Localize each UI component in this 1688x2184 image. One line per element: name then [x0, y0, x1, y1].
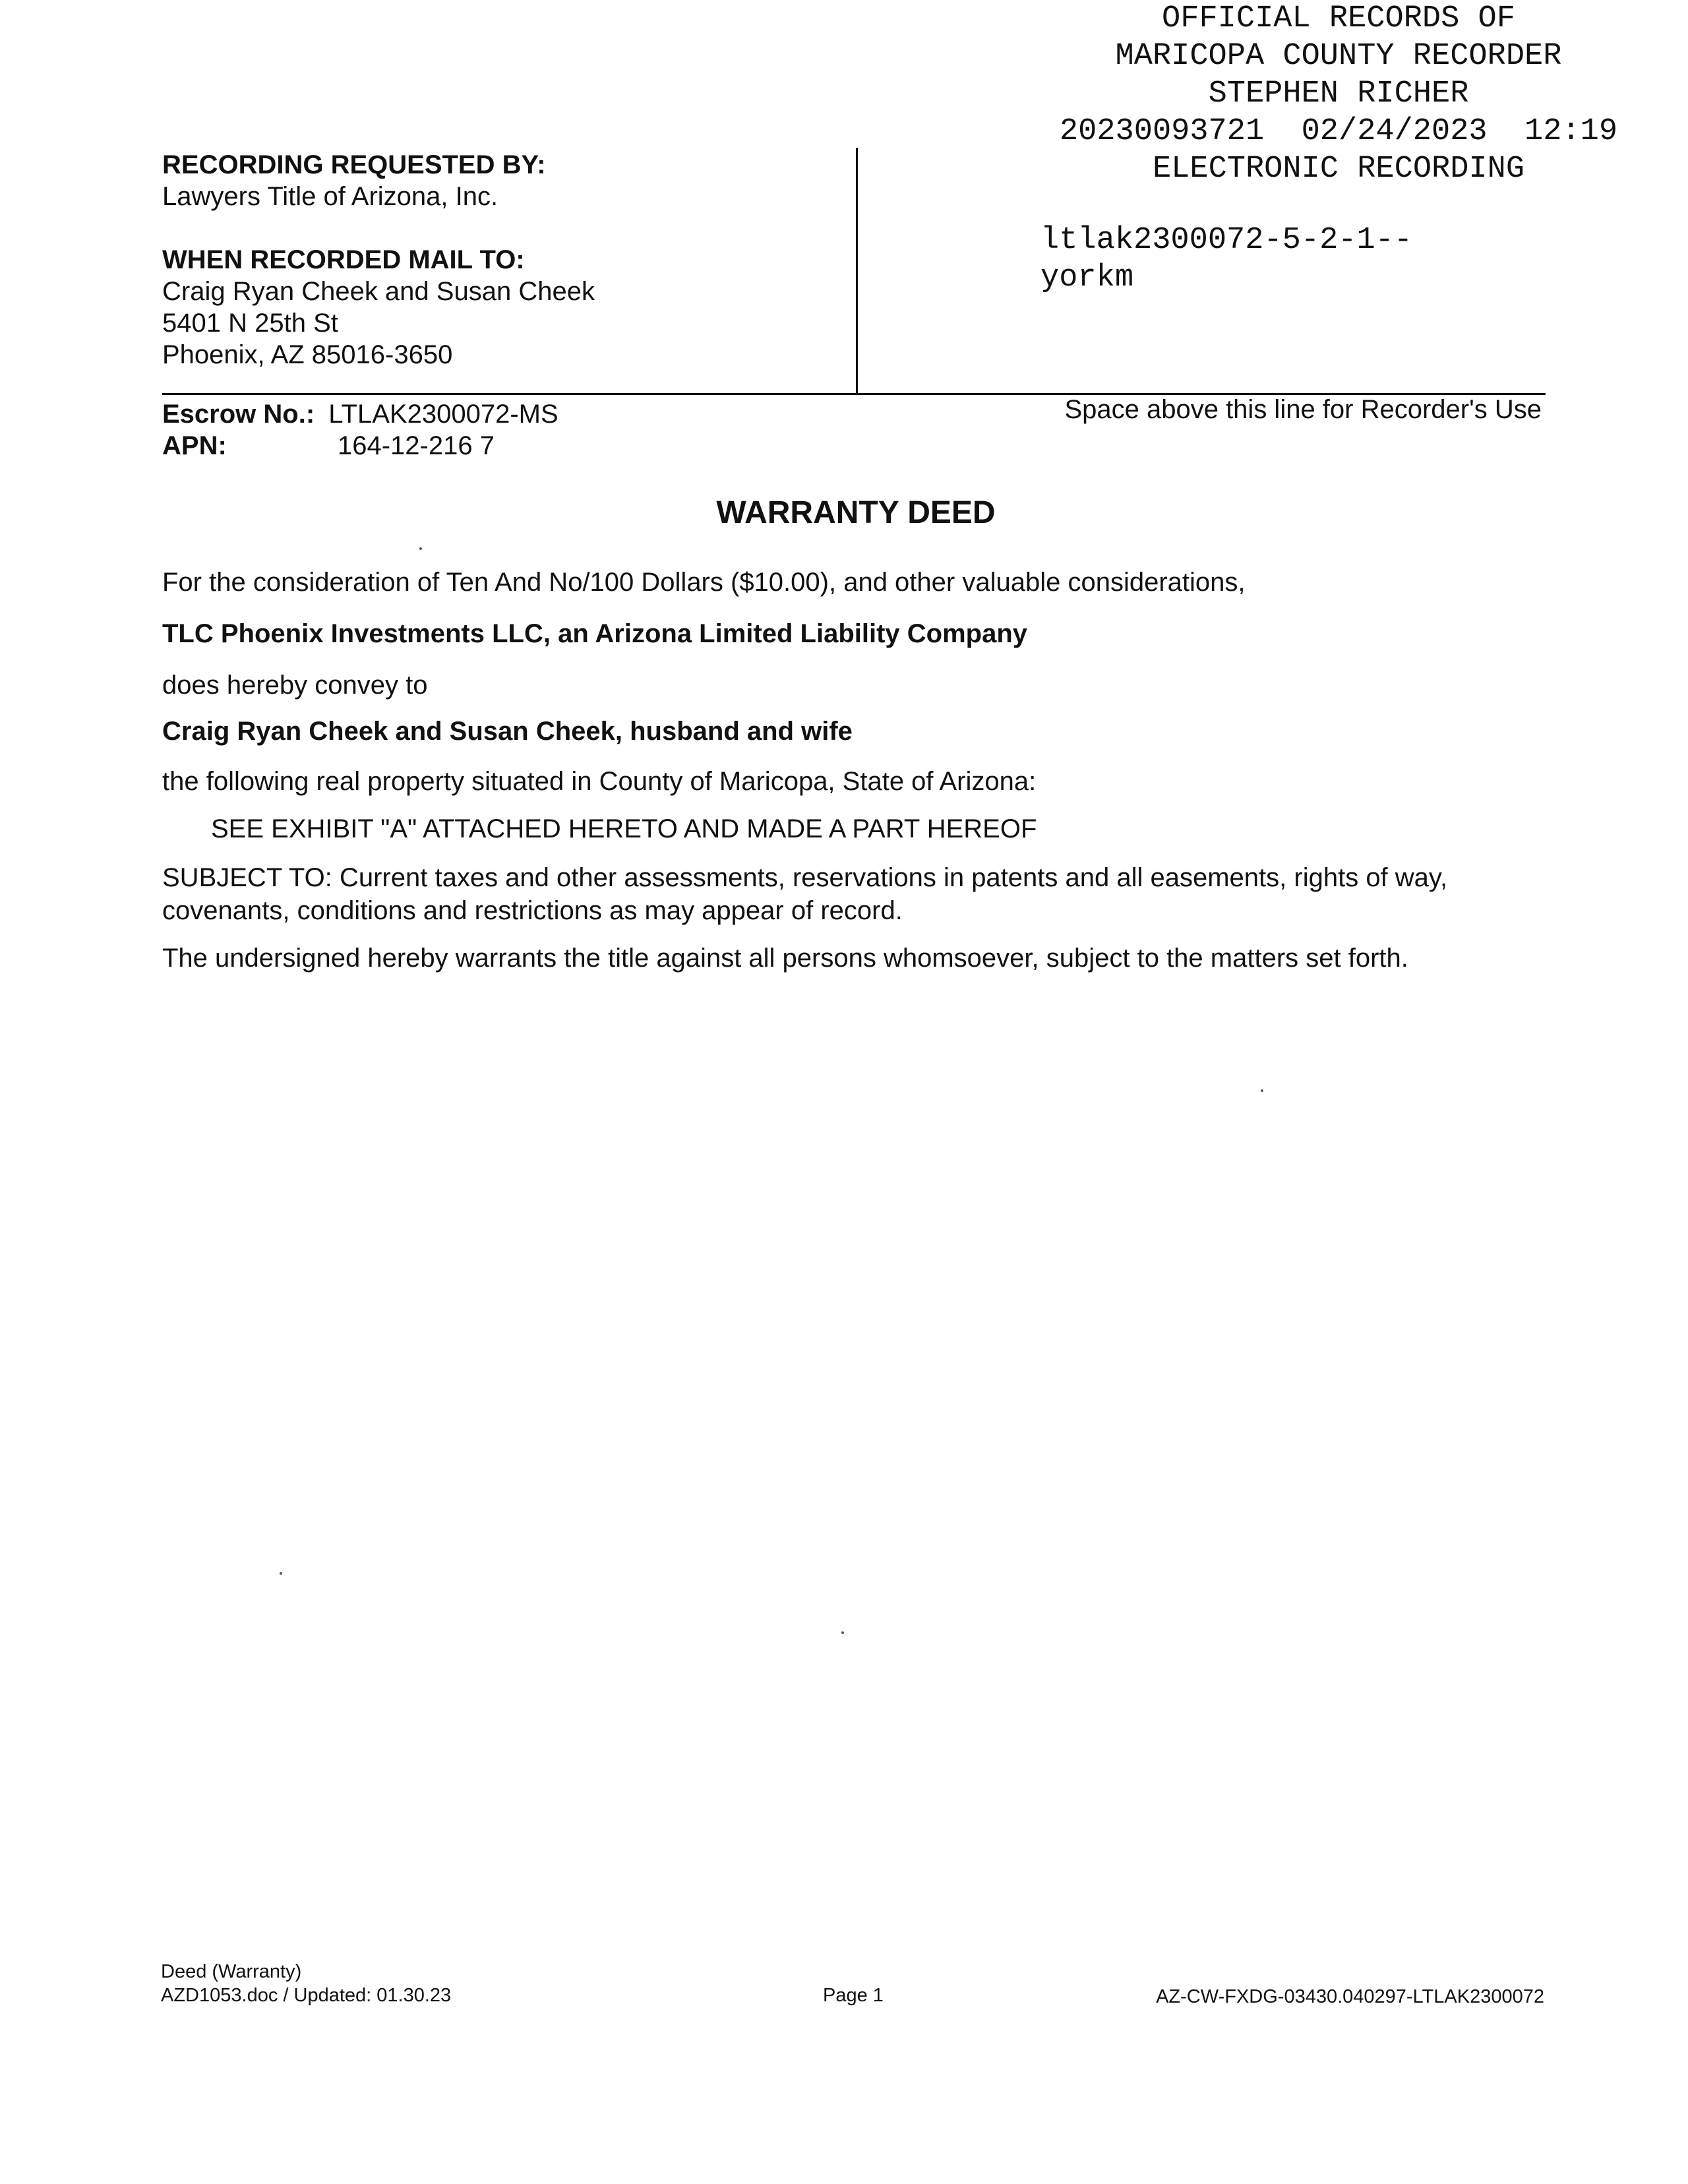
header-divider-vertical — [856, 148, 858, 393]
escrow-label: Escrow No.: — [162, 400, 315, 429]
apn-row — [162, 430, 495, 462]
recorder-reference — [1040, 222, 1412, 297]
stamp-line-2: MARICOPA COUNTY RECORDER — [1115, 39, 1562, 74]
apn-value: 164-12-216 7 — [338, 431, 495, 460]
scan-speck — [419, 547, 422, 550]
grantor-name: TLC Phoenix Investments LLC, an Arizona Limited Liability Company — [162, 619, 1028, 648]
stamp-recording-number: 20230093721 02/24/2023 12:19 — [1059, 114, 1618, 149]
scan-speck — [841, 1631, 844, 1634]
mail-to-block — [162, 244, 595, 371]
reference-line-2: yorkm — [1040, 260, 1134, 295]
footer-doc-type: Deed (Warranty) — [161, 1961, 302, 1982]
grantee-name: Craig Ryan Cheek and Susan Cheek, husband and wife — [162, 717, 853, 746]
scan-speck — [1261, 1089, 1263, 1092]
apn-label: APN: — [162, 431, 227, 460]
footer-doc-file: AZD1053.doc / Updated: 01.30.23 — [161, 1985, 452, 2006]
convey-text: does hereby convey to — [162, 671, 428, 700]
escrow-row — [162, 398, 558, 430]
warranty-text: The undersigned hereby warrants the title against all persons whomsoever, subject to the matters set forth. — [162, 944, 1408, 973]
recording-requested-by — [162, 149, 546, 212]
stamp-line-3: STEPHEN RICHER — [1208, 76, 1469, 111]
mail-to-street: 5401 N 25th St — [162, 309, 338, 338]
stamp-line-1: OFFICIAL RECORDS OF — [1162, 1, 1515, 36]
mail-to-city: Phoenix, AZ 85016-3650 — [162, 340, 453, 369]
mail-to-label: WHEN RECORDED MAIL TO: — [162, 245, 525, 274]
recording-requested-value: Lawyers Title of Arizona, Inc. — [162, 182, 498, 211]
mail-to-name: Craig Ryan Cheek and Susan Cheek — [162, 277, 595, 306]
stamp-line-5: ELECTRONIC RECORDING — [1152, 152, 1525, 187]
recorder-stamp — [1009, 0, 1668, 188]
footer-doc-info — [161, 1960, 451, 2007]
recording-requested-label: RECORDING REQUESTED BY: — [162, 150, 546, 179]
scan-speck — [280, 1572, 282, 1575]
subject-to-line-1: SUBJECT TO: Current taxes and other assessments, reservations in patents and all easements, rights of way, — [162, 863, 1448, 892]
footer-page-number: Page 1 — [823, 1985, 884, 2006]
reference-line-1: ltlak2300072-5-2-1-- — [1040, 223, 1413, 258]
exhibit-reference: SEE EXHIBIT "A" ATTACHED HERETO AND MADE A PART HEREOF — [211, 814, 1037, 843]
consideration-text: For the consideration of Ten And No/100 Dollars ($10.00), and other valuable considerations, — [162, 568, 1246, 597]
subject-to-clause — [162, 861, 1547, 927]
escrow-value: LTLAK2300072-MS — [328, 400, 558, 429]
subject-to-line-2: covenants, conditions and restrictions as may appear of record. — [162, 896, 903, 925]
footer-doc-code: AZ-CW-FXDG-03430.040297-LTLAK2300072 — [1156, 1986, 1544, 2007]
recorder-use-note: Space above this line for Recorder's Use — [1064, 395, 1542, 424]
document-title: WARRANTY DEED — [716, 495, 996, 530]
property-text: the following real property situated in County of Maricopa, State of Arizona: — [162, 767, 1037, 796]
